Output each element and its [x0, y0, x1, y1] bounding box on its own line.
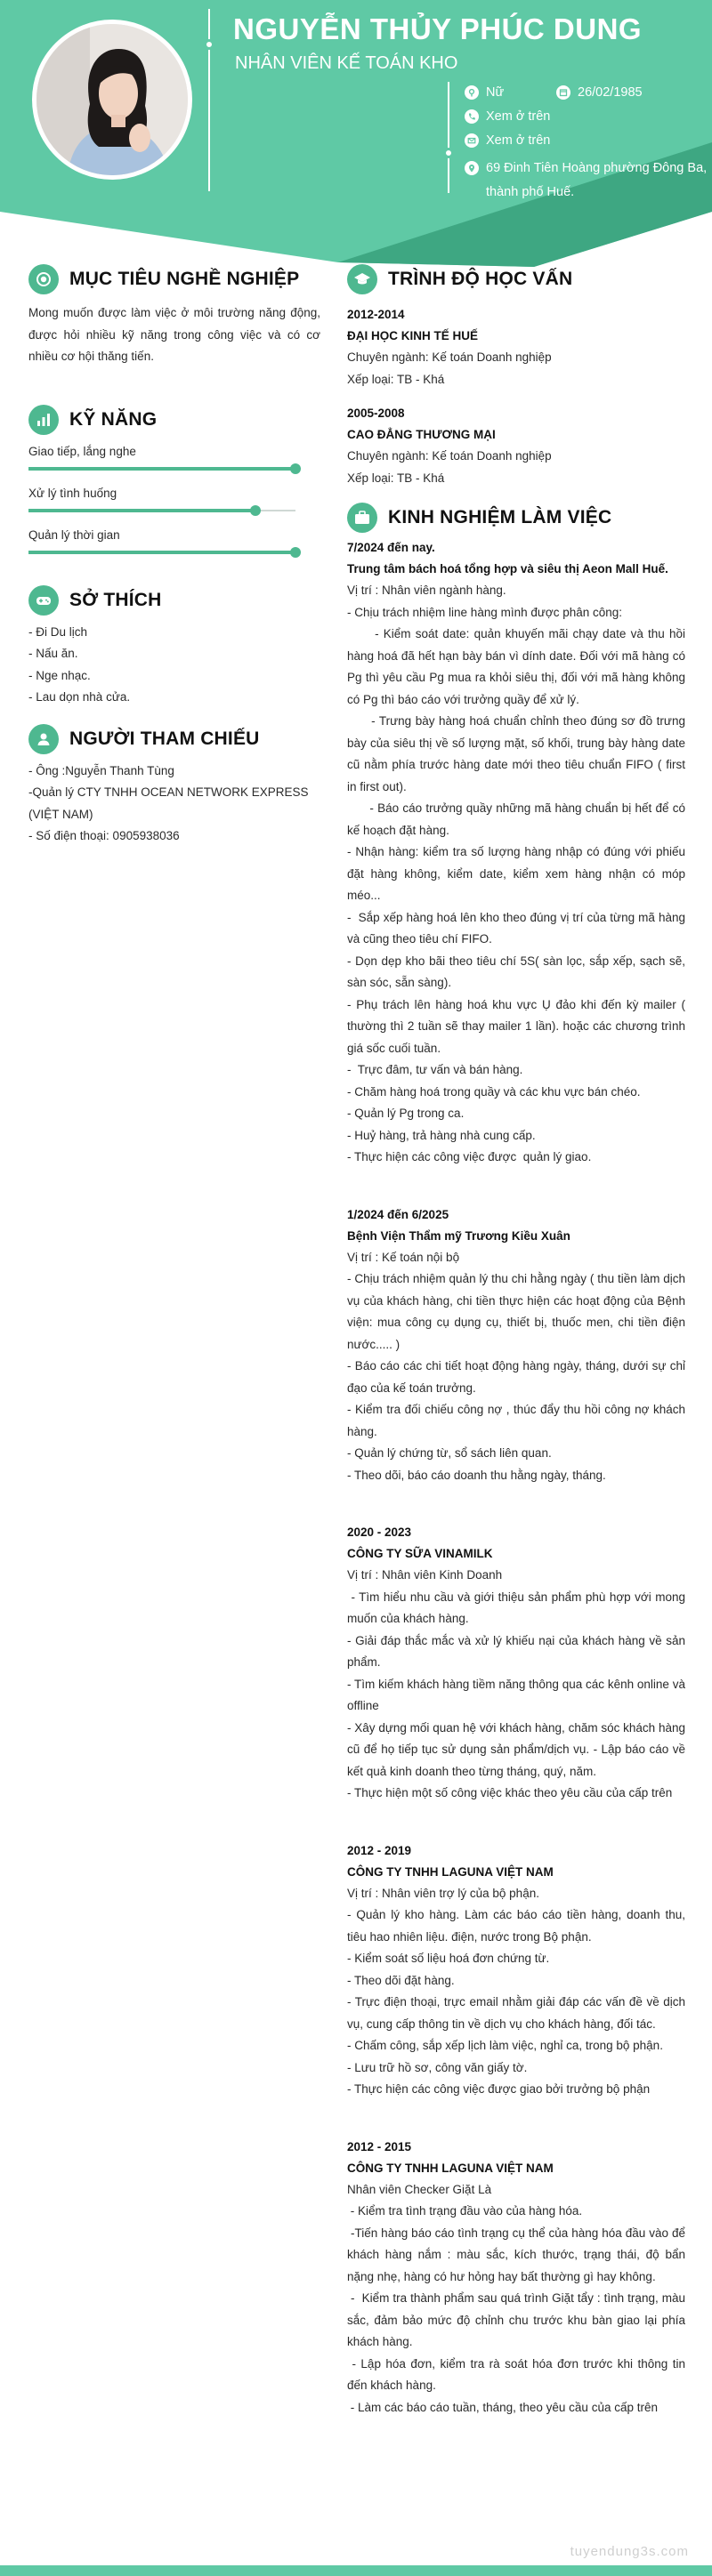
duty-item: - Lập hóa đơn, kiểm tra rà soát hóa đơn trước khi thông tin đến khách hàng. [347, 2356, 689, 2392]
references-section [28, 723, 320, 848]
job-duties [347, 1587, 689, 1805]
job-position: Nhân viên Checker Giặt Là [347, 2182, 492, 2196]
hobby-item: - Đi Du lịch [28, 624, 88, 639]
hobbies-header [28, 584, 320, 616]
experience-header [347, 502, 685, 534]
duty-item: - Trưng bày hàng hoá chuẩn chỉnh theo đúng sơ đồ trưng bày của siêu thị về số lượng mặt, số khối, trung bày hàng date cũ nằm phía trước hàng date mới theo tiêu chuẩn FIFO ( first in first out). [347, 714, 689, 793]
header [0, 0, 712, 267]
email-value: Xem ở trên [486, 133, 551, 148]
gender-row [465, 85, 504, 100]
job-entry [347, 1840, 689, 2101]
skill-bar [28, 502, 320, 519]
duty-item: - Theo dõi, báo cáo doanh thu hằng ngày, tháng. [347, 1468, 606, 1482]
phone-icon [465, 109, 479, 124]
gamepad-icon [28, 585, 59, 616]
skills-header [28, 404, 320, 436]
objective-title: MỤC TIÊU NGHỀ NGHIỆP [69, 269, 300, 289]
skills-title: KỸ NĂNG [69, 408, 158, 430]
job-position: Vị trí : Nhân viên Kinh Doanh [347, 1568, 503, 1582]
skill-bar-knob [250, 505, 261, 516]
duty-item: - Kiểm tra đối chiếu công nợ , thúc đẩy thu hồi công nợ khách hàng. [347, 1403, 689, 1438]
address-value: 69 Đinh Tiên Hoàng phường Đông Ba, thành phố Huế. [486, 161, 708, 199]
education-major: Chuyên ngành: Kế toán Doanh nghiệp [347, 350, 552, 364]
target-icon [28, 264, 59, 294]
job-period: 2012 - 2019 [347, 1843, 412, 1857]
skill-bar [28, 460, 320, 478]
duty-item: - Nhận hàng: kiểm tra số lượng hàng nhập có đúng với phiếu đặt hàng không, kiểm date, kiểm xem hàng nhận có móp méo... [347, 845, 689, 902]
skills-section [28, 404, 320, 561]
duty-item: - Chấm công, sắp xếp lịch làm việc, nghỉ ca, trong bộ phận. [347, 2039, 663, 2052]
skill-label: Giao tiếp, lắng nghe [28, 444, 136, 458]
duty-item: - Trực điện thoại, trực email nhằm giải đáp các vấn đề về dịch vụ, cung cấp thông tin về dịch vụ cho khách hàng, đối tác. [347, 1995, 689, 2031]
skill-bar-fill [28, 551, 295, 554]
job-position: Vị trí : Nhân viên trợ lý của bộ phận. [347, 1886, 539, 1900]
references-title: NGƯỜI THAM CHIẾU [69, 728, 260, 749]
school-name: CAO ĐẲNG THƯƠNG MẠI [347, 428, 496, 441]
job-period: 7/2024 đến nay. [347, 541, 435, 554]
address-row [465, 157, 708, 205]
duty-item: - Kiểm tra tình trạng đầu vào của hàng hóa. [347, 2204, 583, 2218]
objective-text: Mong muốn được làm việc ở môi trường năng động, được hỏi nhiều kỹ năng trong công việc và có cơ nhiều cơ hội thăng tiến. [28, 306, 320, 363]
birthday-row [556, 85, 643, 100]
job-position: Vị trí : Kế toán nội bộ [347, 1250, 460, 1264]
briefcase-icon [347, 503, 377, 533]
skill-label: Xử lý tình huống [28, 486, 117, 500]
duty-item: - Chăm hàng hoá trong quầy và các khu vực bán chéo. [347, 1084, 641, 1099]
job-position: Vị trí : Nhân viên ngành hàng. [347, 584, 506, 597]
education-item [347, 403, 685, 489]
email-icon [465, 133, 479, 148]
experience-title: KINH NGHIỆM LÀM VIỆC [388, 507, 612, 527]
duty-item: - Quản lý Pg trong ca. [347, 1107, 465, 1120]
job-period: 2012 - 2015 [347, 2139, 412, 2153]
phone-row [465, 109, 550, 124]
skill-item [28, 528, 320, 561]
duty-item: - Phụ trách lên hàng hoá khu vực Ụ đảo khi đến kỳ mailer ( thường thì 2 tuần sẽ thay mailer 1 lần). hoặc các chương trình giá sốc cuối tuần. [347, 997, 689, 1055]
bar-chart-icon [28, 405, 59, 435]
education-grade: Xếp loại: TB - Khá [347, 471, 445, 485]
reference-item: -Quản lý CTY TNHH OCEAN NETWORK EXPRESS (VIỆT NAM) [28, 785, 309, 821]
company-name: CÔNG TY TNHH LAGUNA VIỆT NAM [347, 1864, 554, 1879]
education-header [347, 263, 685, 295]
avatar [32, 20, 192, 180]
hobby-item: - Nge nhạc. [28, 668, 91, 682]
footer-bar [0, 2565, 712, 2576]
profile-photo [36, 24, 188, 175]
skill-bar-knob [290, 463, 301, 474]
hobby-item: - Nấu ăn. [28, 647, 78, 660]
header-divider [208, 9, 210, 191]
job-duties [347, 1904, 689, 2101]
duty-item: - Huỷ hàng, trả hàng nhà cung cấp. [347, 1128, 536, 1142]
graduation-cap-icon [347, 264, 377, 294]
duty-item: - Làm các báo cáo tuần, tháng, theo yêu cầu của cấp trên [347, 2400, 658, 2414]
skill-bar-knob [290, 547, 301, 558]
reference-item: - Số điện thoại: 0905938036 [28, 829, 180, 842]
duty-item: - Tìm hiểu nhu cầu và giới thiệu sản phẩm phù hợp với mong muốn của khách hàng. [347, 1590, 689, 1625]
gender-icon [465, 85, 479, 100]
duty-item: -Tiến hàng báo cáo tình trạng cụ thể của hàng hóa đầu vào để khách hàng nắm : màu sắc, kích thước, trạng thái, độ bẩn nặng nhẹ, hàng có hư hỏng hay bất thường gì hay không. [347, 2226, 689, 2283]
duty-item: - Quản lý kho hàng. Làm các báo cáo tiền hàng, doanh thu, tiêu hao nhiên liệu. điện, nước trong Bộ phận. [347, 1908, 689, 1944]
objective-section [28, 263, 320, 368]
company-name: Trung tâm bách hoá tổng hợp và siêu thị Aeon Mall Huế. [347, 562, 668, 576]
company-name: CÔNG TY SỮA VINAMILK [347, 1547, 493, 1560]
location-icon [465, 161, 479, 175]
job-duties [347, 602, 689, 1169]
duty-item: - Báo cáo các chi tiết hoạt động hàng ngày, tháng, dưới sự chỉ đạo của kế toán trưởng. [347, 1359, 689, 1395]
education-major: Chuyên ngành: Kế toán Doanh nghiệp [347, 449, 552, 463]
hobbies-section [28, 584, 320, 709]
job-entry [347, 2137, 689, 2419]
school-name: ĐẠI HỌC KINH TẾ HUẾ [347, 329, 479, 342]
skills-list [28, 445, 320, 561]
hobbies-title: SỞ THÍCH [69, 589, 162, 610]
person-icon [28, 724, 59, 754]
hobbies-list [28, 622, 320, 709]
duty-item: - Sắp xếp hàng hoá lên kho theo đúng vị trí của từng mã hàng và cũng theo tiêu chí FIFO. [347, 910, 689, 946]
job-period: 1/2024 đến 6/2025 [347, 1207, 449, 1221]
skill-bar [28, 543, 320, 561]
duty-item: - Thực hiện các công việc được quản lý giao. [347, 1150, 592, 1163]
contact-divider [448, 82, 449, 193]
job-duties [347, 1268, 689, 1486]
contact-divider-dot [443, 148, 454, 158]
education-grade: Xếp loại: TB - Khá [347, 372, 445, 386]
duty-item: - Tìm kiếm khách hàng tiềm năng thông qua các kênh online và offline [347, 1677, 689, 1712]
duty-item: - Thực hiện các công việc được giao bởi trưởng bộ phận [347, 2082, 651, 2096]
left-column [28, 263, 320, 848]
duty-item: - Quản lý chứng từ, sổ sách liên quan. [347, 1446, 552, 1460]
duty-item: - Kiểm soát số liệu hoá đơn chứng từ. [347, 1952, 550, 1965]
duty-item: - Trực đâm, tư vấn và bán hàng. [347, 1063, 523, 1076]
skill-label: Quản lý thời gian [28, 527, 120, 542]
experience-section [347, 502, 689, 2419]
duty-item: - Giải đáp thắc mắc và xử lý khiếu nại của khách hàng về sản phẩm. [347, 1633, 689, 1669]
education-period: 2005-2008 [347, 407, 405, 420]
references-header [28, 723, 320, 755]
company-name: Bệnh Viện Thẩm mỹ Trương Kiều Xuân [347, 1228, 570, 1243]
gender-value: Nữ [486, 85, 505, 100]
duty-item: - Dọn dẹp kho bãi theo tiêu chí 5S( sàn lọc, sắp xếp, sạch sẽ, sàn sóc, sẵn sàng). [347, 954, 689, 989]
duty-item: - Chịu trách nhiệm line hàng mình được phân công: [347, 605, 623, 619]
experience-list [347, 537, 689, 2419]
watermark: tuyendung3s.com [570, 2544, 689, 2559]
email-row [465, 133, 550, 148]
duty-item: - Báo cáo trưởng quầy những mã hàng chuẩn bị hết để có kế hoạch đặt hàng. [347, 801, 689, 837]
skill-bar-fill [28, 467, 295, 471]
duty-item: - Lưu trữ hồ sơ, công văn giấy tờ. [347, 2060, 528, 2074]
duty-item: - Kiểm tra thành phẩm sau quá trình Giặt tẩy : tình trạng, màu sắc, đảm bảo mức độ chỉnh chu trước khu bàn giao lại phía khách hàng. [347, 2291, 689, 2348]
job-entry [347, 1522, 689, 1805]
duty-item: - Thực hiện một số công việc khác theo yêu cầu của cấp trên [347, 1786, 673, 1799]
phone-value: Xem ở trên [486, 109, 551, 124]
education-title: TRÌNH ĐỘ HỌC VẤN [388, 269, 573, 289]
job-entry [347, 1204, 689, 1487]
duty-item: - Theo dõi đặt hàng. [347, 1973, 455, 1987]
education-list [347, 304, 685, 489]
skill-item [28, 487, 320, 519]
objective-header [28, 263, 320, 295]
job-entry [347, 537, 689, 1169]
education-item [347, 304, 685, 390]
skill-bar-fill [28, 509, 255, 512]
calendar-icon [556, 85, 570, 100]
job-duties [347, 2201, 689, 2419]
references-list [28, 761, 320, 848]
full-name: NGUYỄN THỦY PHÚC DUNG [233, 12, 643, 45]
birthday-value: 26/02/1985 [578, 85, 643, 100]
hobby-item: - Lau dọn nhà cửa. [28, 690, 131, 704]
education-period: 2012-2014 [347, 308, 405, 321]
education-section [347, 263, 685, 489]
duty-item: - Chịu trách nhiệm quản lý thu chi hằng ngày ( thu tiền làm dịch vụ của khách hàng, chi tiền thực hiện các hoạt động của Bệnh viện: mua công cụ dụng cụ, thiết bị, thuốc men, chi tiền điện nước..... ) [347, 1272, 689, 1351]
right-column [347, 263, 689, 2419]
duty-item: - Xây dựng mối quan hệ với khách hàng, chăm sóc khách hàng cũ để họ tiếp tục sử dụng sản phẩm/dịch vụ. - Lập báo cáo về kết quả kinh doanh theo từng tháng, quý, năm. [347, 1720, 689, 1778]
job-period: 2020 - 2023 [347, 1525, 412, 1539]
company-name: CÔNG TY TNHH LAGUNA VIỆT NAM [347, 2161, 554, 2175]
header-divider-dot [204, 39, 214, 50]
job-title: NHÂN VIÊN KẾ TOÁN KHO [235, 53, 458, 73]
duty-item: - Kiểm soát date: quản khuyến mãi chạy date và thu hồi hàng hoá đã hết hạn bày bán vì dính date. Đối với mã hàng có Pg thì yêu cầu Pg mua ra khỏi siêu thị, đối với mã hàng không có Pg thì báo cáo với trưởng quầy để xử lý. [347, 627, 689, 706]
reference-item: - Ông :Nguyễn Thanh Tùng [28, 763, 174, 777]
skill-item [28, 445, 320, 478]
